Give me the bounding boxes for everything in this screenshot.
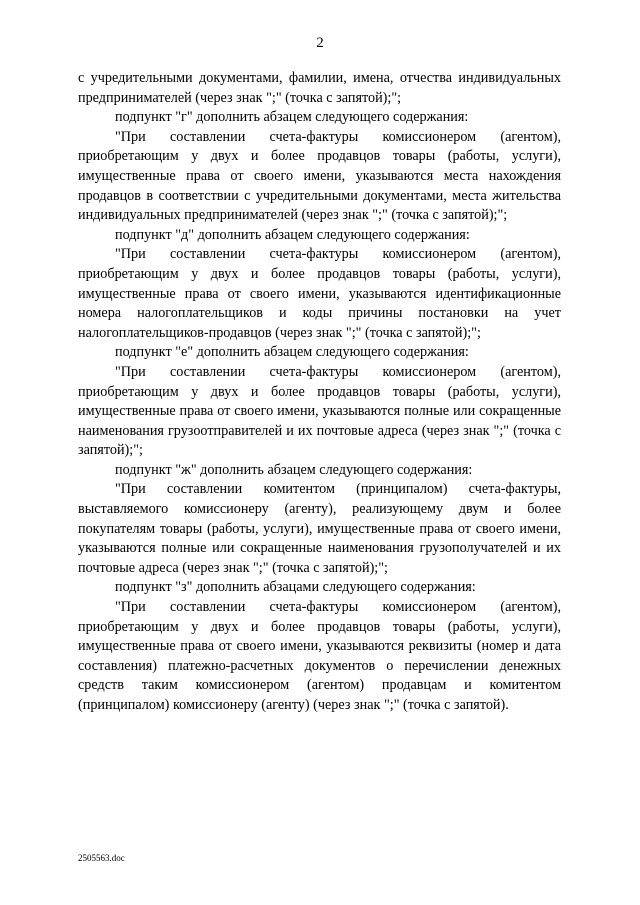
paragraph: подпункт "з" дополнить абзацами следующего содержания: <box>115 579 476 596</box>
footer-file-code: 2505563.doc <box>78 853 125 863</box>
paragraph: с учредительными документами, фамилии, имена, отчества индивидуальных предпринимателей (через знак ";" (точка с запятой);"; <box>78 70 561 106</box>
page-number: 2 <box>316 35 324 51</box>
paragraph: "При составлении счета-фактуры комиссионером (агентом), приобретающим у двух и более продавцов товары (работы, услуги), имущественные права от своего имени, указываются места нахождения продавцов в соответствии с учредительными документами, места жительства индивидуальных предпринимателей (через знак ";" (точка с запятой);"; <box>78 128 561 224</box>
paragraph: подпункт "д" дополнить абзацем следующего содержания: <box>115 226 470 243</box>
paragraph: "При составлении счета-фактуры комиссионером (агентом), приобретающим у двух и более продавцов товары (работы, услуги), имущественные права от своего имени, указываются идентификационные номера налогоплательщиков и коды причины постановки на учет налогоплательщиков-продавцов (через знак ";" (точка с запятой);"; <box>78 246 561 341</box>
paragraph: "При составлении счета-фактуры комиссионером (агентом), приобретающим у двух и более продавцов товары (работы, услуги), имущественные права от своего имени, указываются реквизиты (номер и дата составления) платежно-расчетных документов о перечислении денежных средств таким комиссионером (агентом) продавцам и комитентом (принципалом) комиссионеру (агенту) (через знак ";" (точка с запятой). <box>78 599 561 713</box>
paragraph: подпункт "ж" дополнить абзацем следующего содержания: <box>115 461 473 478</box>
paragraph: подпункт "г" дополнить абзацем следующего содержания: <box>115 109 469 126</box>
paragraph: "При составлении счета-фактуры комиссионером (агентом), приобретающим у двух и более продавцов товары (работы, услуги), имущественные права от своего имени, указываются полные или сокращенные наименования грузоотправителей и их почтовые адреса (через знак ";" (точка с запятой);"; <box>78 363 561 459</box>
document-body <box>78 69 561 716</box>
paragraph: подпункт "е" дополнить абзацем следующего содержания: <box>115 344 469 361</box>
paragraph: "При составлении комитентом (принципалом) счета-фактуры, выставляемого комиссионеру (агенту), реализующему двум и более покупателям товары (работы, услуги), имущественные права от своего имени, указываются полные или сокращенные наименования грузополучателей и их почтовые адреса (через знак ";" (точка с запятой);"; <box>78 481 561 576</box>
